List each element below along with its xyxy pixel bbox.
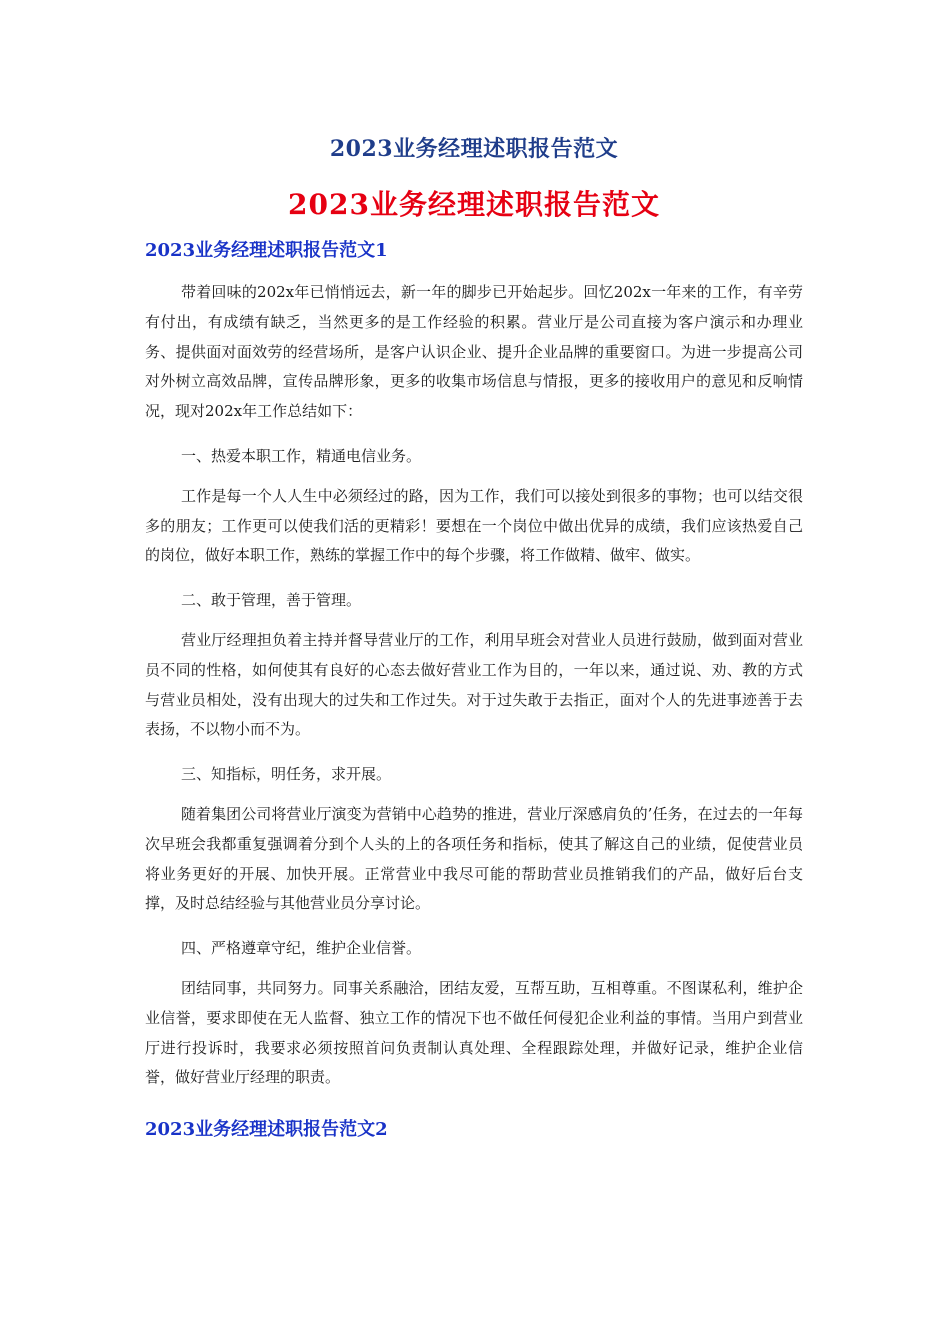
section-heading-2: 2023业务经理述职报告范文2 [145, 1119, 388, 1141]
item-body-4: 团结同事，共同努力。同事关系融洽，团结友爱，互帮互助，互相尊重。不图谋私利，维护企业信誉，要求即使在无人监督、独立工作的情况下也不做任何侵犯企业利益的事情。当用户到营业厅进行投诉时，我要求必须按照首问负责制认真处理、全程跟踪处理，并做好记录，维护企业信誉，做好营业厅经理的职责。 [145, 978, 803, 1087]
item-heading-4: 四、严格遵章守纪，维护企业信誉。 [181, 939, 422, 958]
item-heading-3: 三、知指标，明任务，求开展。 [181, 765, 392, 784]
item-body-3: 随着集团公司将营业厅演变为营销中心趋势的推进，营业厅深感肩负的’任务，在过去的一年每次早班会我都重复强调着分到个人头的上的各项任务和指标，使其了解这自己的业绩，促使营业员将业务更好的开展、加快开展。正常营业中我尽可能的帮助营业员推销我们的产品，做好后台支撑，及时总结经验与其他营业员分享讨论。 [145, 804, 803, 913]
item-body-2: 营业厅经理担负着主持并督导营业厅的工作，利用早班会对营业人员进行鼓励，做到面对营业员不同的性格，如何使其有良好的心态去做好营业工作为目的，一年以来，通过说、劝、教的方式与营业员相处，没有出现大的过失和工作过失。对于过失敢于去指正，面对个人的先进事迹善于去表扬，不以物小而不为。 [145, 630, 803, 739]
intro-paragraph: 带着回味的202x年已悄悄远去，新一年的脚步已开始起步。回忆202x一年来的工作，有辛劳有付出，有成绩有缺乏，当然更多的是工作经验的积累。营业厅是公司直接为客户演示和办理业务、提供面对面效劳的经营场所，是客户认识企业、提升企业品牌的重要窗口。为进一步提高公司对外树立高效品牌，宣传品牌形象，更多的收集市场信息与情报，更多的接收用户的意见和反响情况，现对202x年工作总结如下： [145, 283, 803, 421]
document-page [145, 126, 803, 1147]
item-body-1: 工作是每一个人人生中必须经过的路，因为工作，我们可以接处到很多的事物；也可以结交很多的朋友；工作更可以使我们活的更精彩！要想在一个岗位中做出优异的成绩，我们应该热爱自己的岗位，做好本职工作，熟练的掌握工作中的每个步骤，将工作做精、做牢、做实。 [145, 486, 803, 565]
document-header-title: 2023业务经理述职报告范文 [329, 136, 619, 162]
item-heading-2: 二、敢于管理，善于管理。 [181, 591, 362, 610]
item-heading-1: 一、热爱本职工作，精通电信业务。 [181, 446, 422, 465]
section-heading-1: 2023业务经理述职报告范文1 [145, 240, 388, 261]
main-title: 2023业务经理述职报告范文 [288, 188, 660, 221]
